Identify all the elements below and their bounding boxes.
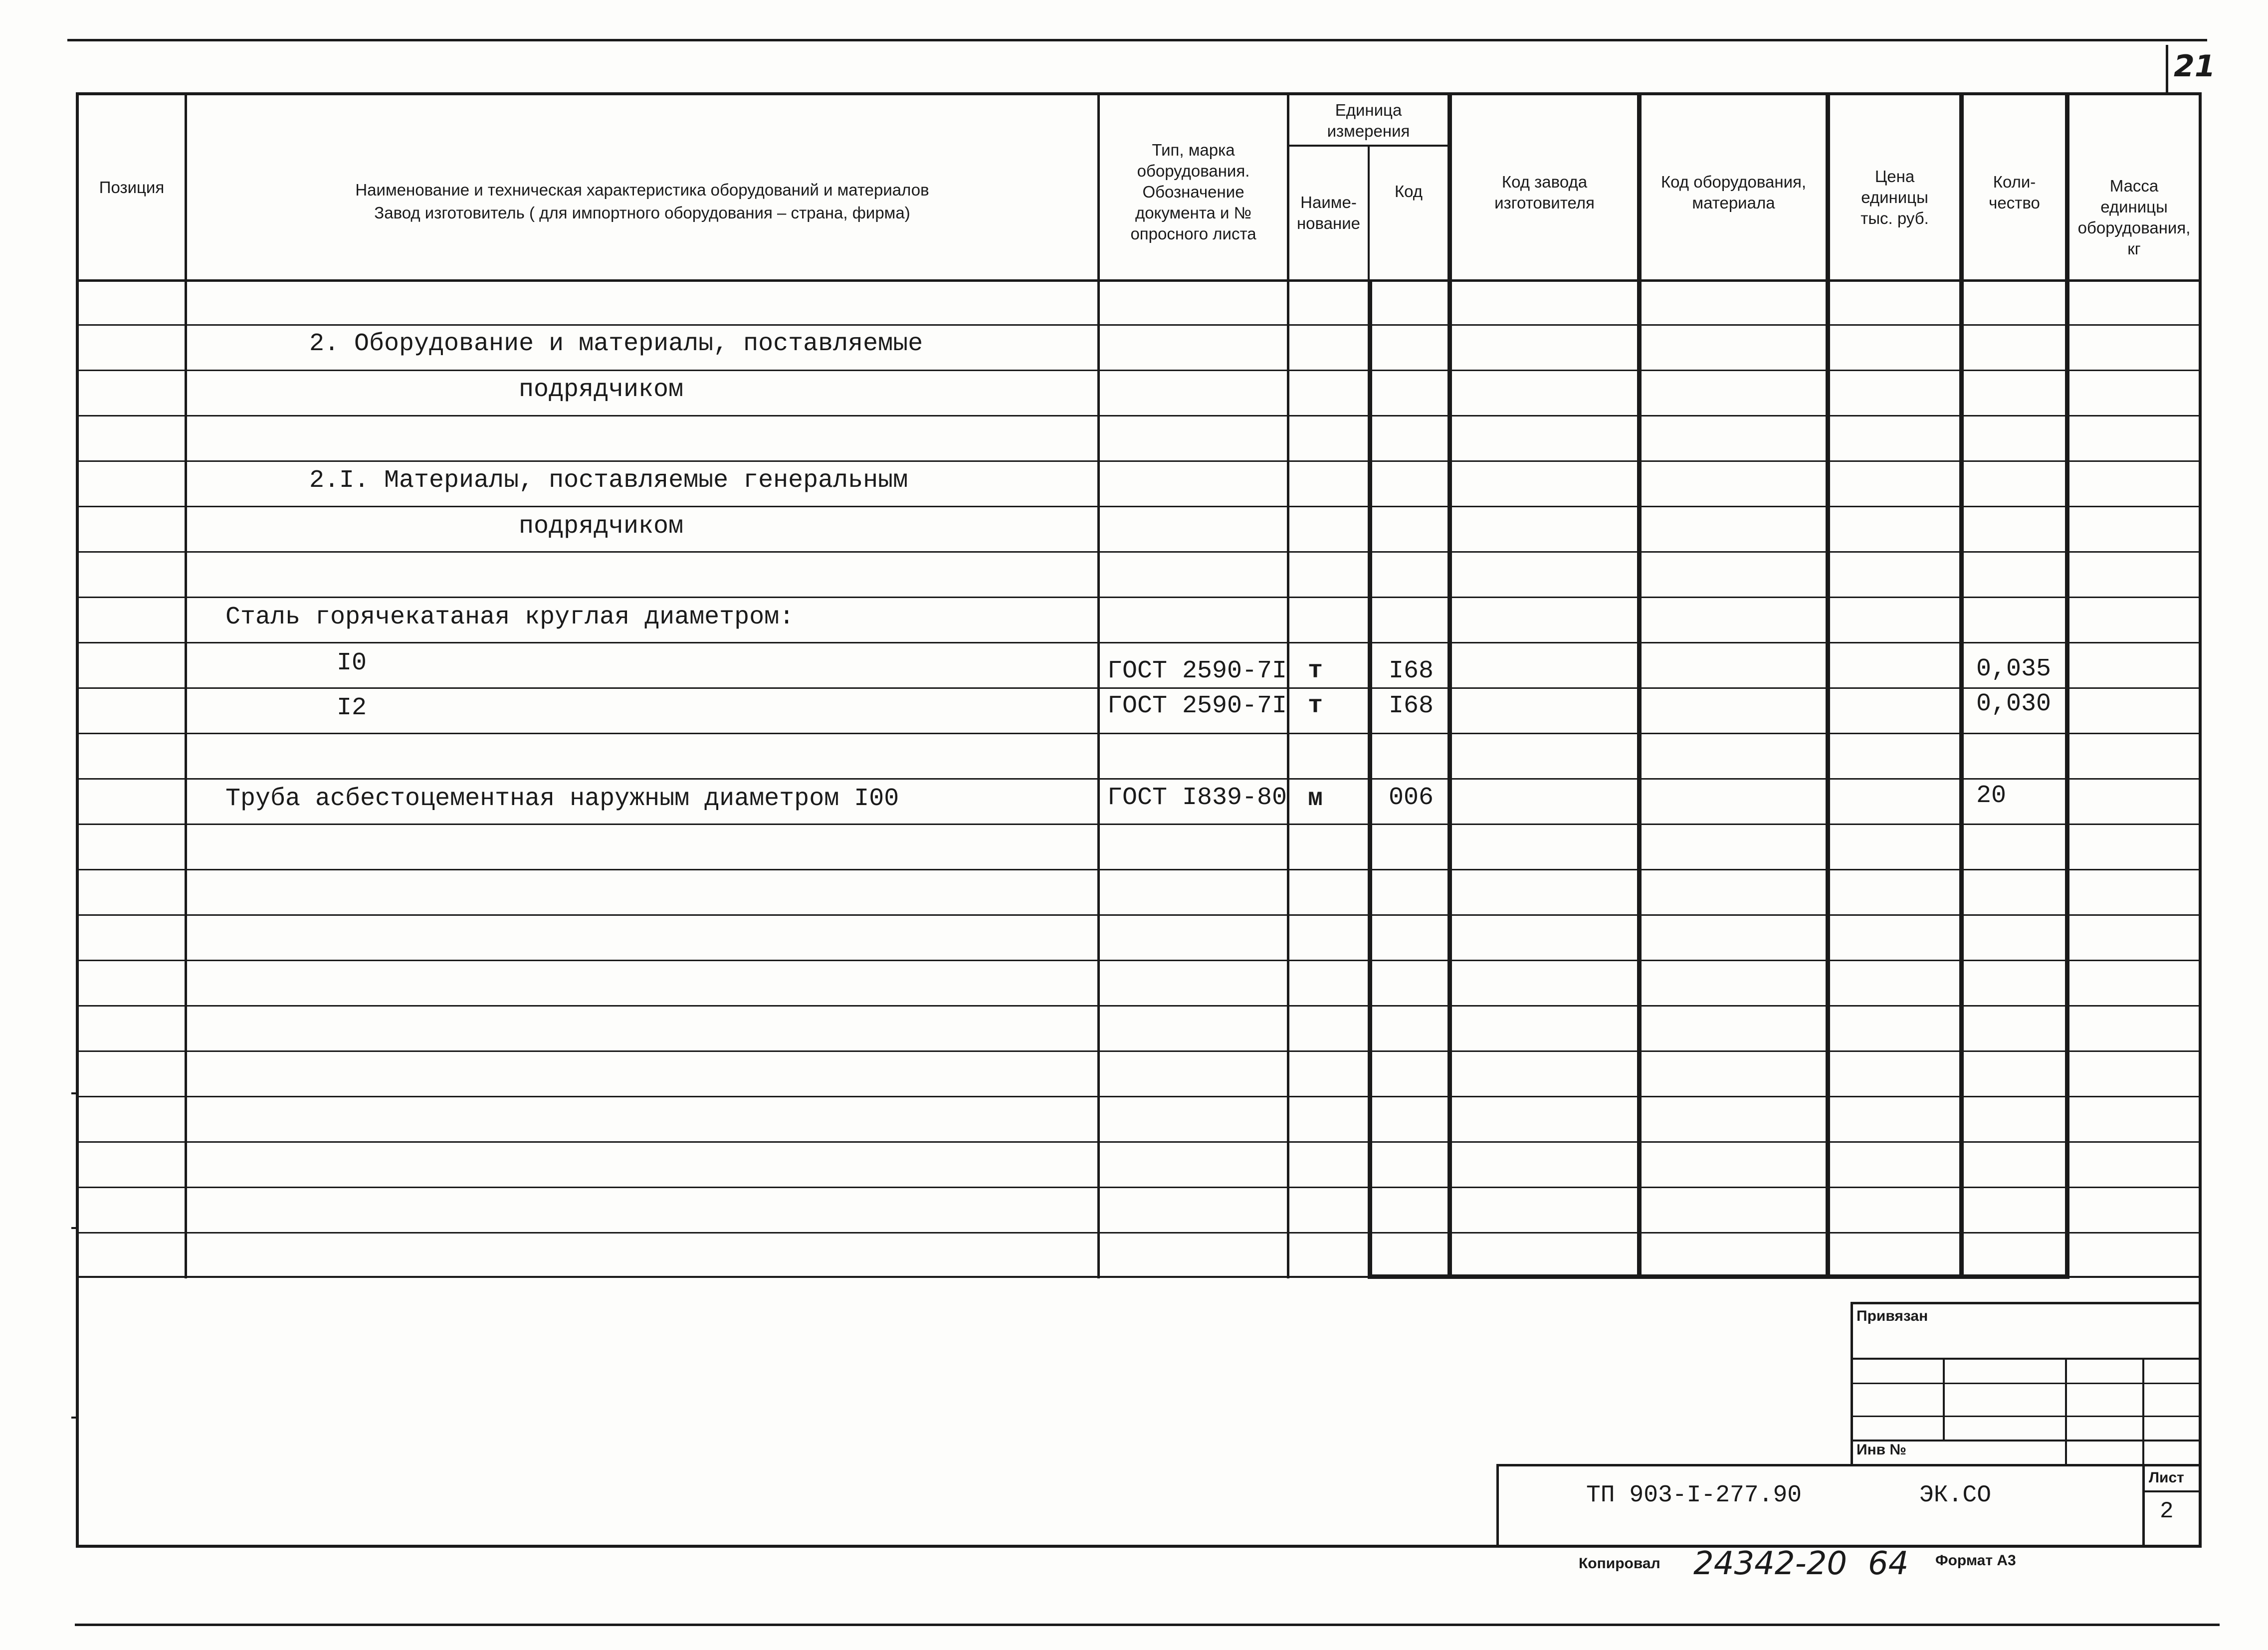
doc-mark: ЭК.СО	[1919, 1482, 1992, 1509]
row-line	[76, 1005, 2202, 1007]
row-steel-12-doc: ГОСТ 2590-7I	[1107, 692, 1287, 720]
header-quantity: Коли- чество	[1989, 173, 2040, 212]
row-line	[76, 1187, 2202, 1188]
row-line	[76, 460, 2202, 462]
footer-format: Формат А3	[1935, 1552, 2016, 1569]
sheet-number: 2	[2160, 1498, 2174, 1524]
row-subsection-title: 2.I. Материалы, поставляемые генеральным	[309, 466, 908, 495]
row-line	[76, 914, 2202, 916]
stamp-col	[2065, 1358, 2067, 1466]
header-unit-name: Наиме- нование	[1296, 193, 1361, 232]
col-sep-8	[1959, 92, 1964, 1278]
stamp-bound-left	[1851, 1302, 1853, 1466]
title-block-top	[1496, 1464, 2202, 1466]
stamp-line	[1851, 1358, 2202, 1360]
frame-right	[2199, 92, 2202, 1548]
row-pipe-doc: ГОСТ I839-80	[1107, 784, 1287, 812]
title-block-left	[1496, 1464, 1499, 1546]
row-steel-12-qty: 0,030	[1976, 690, 2052, 718]
page-number: 21	[2174, 49, 2216, 84]
sheet-label: Лист	[2149, 1469, 2184, 1486]
row-pipe-code: 006	[1389, 784, 1434, 812]
margin-tick	[71, 1417, 77, 1419]
table-bottom	[76, 1276, 2202, 1278]
title-block-sheet-line	[2142, 1490, 2202, 1492]
bottom-rule	[75, 1624, 2220, 1626]
row-steel-12-code: I68	[1389, 692, 1434, 720]
row-line	[76, 687, 2202, 689]
row-section-title-cont: подрядчиком	[519, 376, 684, 404]
row-line	[76, 1232, 2202, 1234]
header-unit-code: Код	[1394, 182, 1423, 201]
title-block-sheet-sep	[2142, 1466, 2145, 1546]
row-pipe-unit: м	[1308, 785, 1323, 813]
row-line	[76, 824, 2202, 825]
header-type-brand: Тип, марка оборудования. Обозначение документа и № опросного листа	[1130, 141, 1256, 243]
row-line	[76, 551, 2202, 553]
header-price: Цена единицы тыс. руб.	[1860, 167, 1929, 227]
header-name-line1: Наименование и техническая характеристика оборудований и материалов	[355, 181, 929, 199]
col-sep-5	[1447, 92, 1452, 1278]
row-section-title: 2. Оборудование и материалы, поставляемые	[309, 330, 923, 358]
col-sep-9	[2065, 92, 2069, 1278]
footer-copied: Копировал	[1579, 1555, 1660, 1572]
row-line	[76, 1050, 2202, 1052]
row-steel-10-unit: т	[1308, 657, 1323, 685]
stamp-line	[1851, 1416, 2202, 1417]
row-line	[76, 960, 2202, 961]
stamp-bound-top	[1851, 1302, 2202, 1304]
row-line	[76, 778, 2202, 780]
row-steel-10-doc: ГОСТ 2590-7I	[1107, 657, 1287, 685]
header-bottom-line	[76, 279, 2202, 282]
col-sep-7	[1826, 92, 1830, 1278]
row-subsection-title-cont: подрядчиком	[519, 512, 684, 541]
col-sep-1	[185, 92, 187, 1278]
frame-left	[76, 92, 79, 1548]
page-number-divider	[2166, 45, 2168, 94]
row-line	[76, 415, 2202, 416]
header-equipment-code: Код оборудования, материала	[1660, 173, 1807, 212]
row-line	[76, 1096, 2202, 1097]
header-unit-group: Единица измерения	[1327, 101, 1410, 140]
stamp-col	[2142, 1358, 2144, 1466]
row-line	[76, 370, 2202, 371]
margin-tick	[71, 1227, 77, 1229]
row-pipe-name: Труба асбестоцементная наружным диаметром I00	[225, 785, 899, 813]
col-sep-6	[1637, 92, 1642, 1278]
row-steel-10-code: I68	[1389, 657, 1434, 685]
row-steel-10-qty: 0,035	[1976, 655, 2052, 683]
header-mass: Масса единицы оборудования, кг	[2077, 177, 2191, 258]
doc-code: ТП 903-I-277.90	[1586, 1482, 1802, 1509]
footer-handwritten-number: 24342-20	[1693, 1545, 1848, 1582]
stamp-inv-label: Инв №	[1856, 1442, 1906, 1458]
row-line	[76, 869, 2202, 870]
stamp-bound-label: Привязан	[1856, 1308, 1928, 1324]
header-name-line2: Завод изготовитель ( для импортного оборудования – страна, фирма)	[374, 204, 910, 222]
row-line	[76, 324, 2202, 326]
header-factory-code: Код завода изготовителя	[1494, 173, 1595, 212]
col-sep-2	[1097, 92, 1100, 1278]
row-steel-12-name: I2	[337, 694, 367, 722]
row-steel-title: Сталь горячекатаная круглая диаметром:	[225, 603, 795, 631]
header-position: Позиция	[99, 178, 165, 197]
margin-tick	[71, 1092, 77, 1094]
row-steel-12-unit: т	[1308, 692, 1323, 720]
top-rule	[67, 39, 2207, 41]
row-line	[76, 642, 2202, 643]
row-line	[76, 1141, 2202, 1143]
row-line	[76, 506, 2202, 507]
footer-handwritten-page: 64	[1868, 1545, 1909, 1582]
row-pipe-qty: 20	[1976, 782, 2007, 810]
row-line	[76, 733, 2202, 734]
row-line	[76, 597, 2202, 598]
row-steel-10-name: I0	[337, 649, 367, 677]
stamp-line	[1851, 1383, 2202, 1384]
stamp-col	[1943, 1358, 1945, 1440]
